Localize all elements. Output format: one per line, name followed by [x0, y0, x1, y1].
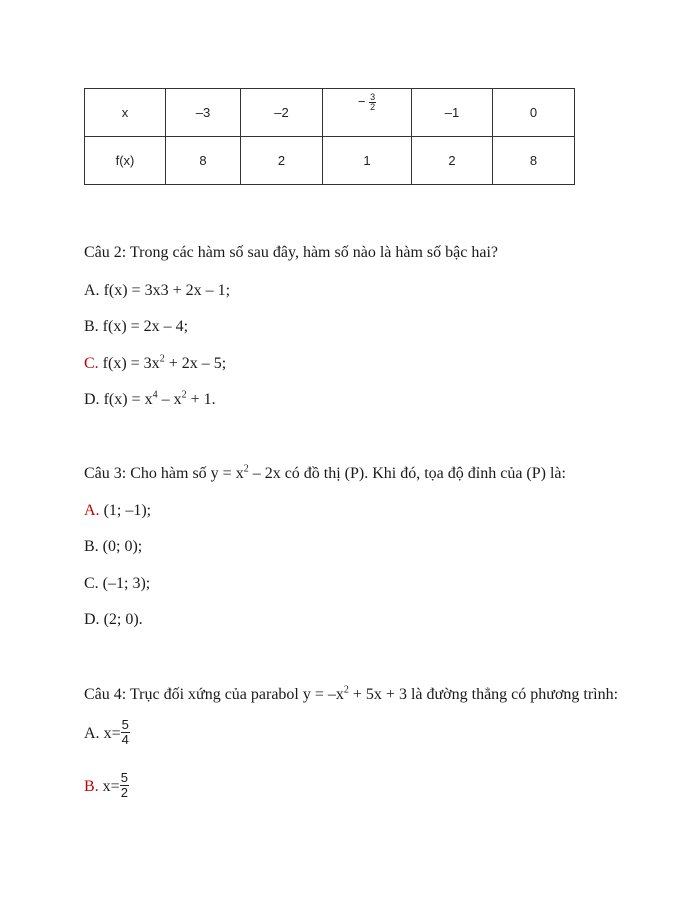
- table-cell: 1: [323, 137, 412, 185]
- table-cell-x-label: x: [85, 89, 166, 137]
- option-letter: B.: [84, 318, 99, 335]
- option-3b: [84, 538, 142, 556]
- minus-sign: −: [357, 93, 366, 109]
- question-text: Câu 4: Trục đối xứng của parabol y = –x: [84, 686, 344, 703]
- option-letter-correct: A.: [84, 502, 100, 519]
- table-cell-fx-label: f(x): [85, 137, 166, 185]
- option-letter: D.: [84, 611, 100, 628]
- option-text: f(x) = x: [99, 391, 153, 408]
- option-letter-correct: B.: [84, 778, 99, 796]
- option-text: (0; 0);: [98, 538, 143, 555]
- option-text: x=: [98, 778, 120, 796]
- option-3d: [84, 611, 143, 629]
- table-row-fx: [85, 137, 575, 185]
- option-letter: C.: [84, 575, 99, 592]
- option-letter: D.: [84, 391, 100, 408]
- table-cell: 2: [241, 137, 323, 185]
- denominator: 2: [370, 102, 376, 112]
- option-text: + 1.: [186, 391, 216, 408]
- option-2d: [84, 391, 216, 409]
- option-text: (–1; 3);: [98, 575, 151, 592]
- table-cell: 0: [493, 89, 575, 137]
- exponent: 2: [159, 353, 165, 365]
- option-letter: A.: [84, 282, 100, 299]
- numerator: 3: [370, 92, 376, 102]
- exponent: 4: [152, 389, 158, 401]
- denominator: 2: [120, 785, 128, 800]
- option-4b: [84, 770, 129, 802]
- exponent: 2: [243, 463, 249, 475]
- fraction: [121, 718, 130, 747]
- table-cell: –1: [412, 89, 493, 137]
- question-text: + 5x + 3 là đường thẳng có phương trình:: [348, 686, 619, 703]
- option-text: f(x) = 3x: [98, 355, 160, 372]
- option-letter: A.: [84, 725, 100, 743]
- option-2a: [84, 282, 230, 300]
- option-3c: [84, 575, 150, 593]
- option-text: f(x) = 3x3 + 2x – 1;: [99, 282, 231, 299]
- denominator: 4: [121, 732, 129, 747]
- option-text: (2; 0).: [99, 611, 143, 628]
- option-letter: B.: [84, 538, 99, 555]
- question-3: [84, 465, 566, 483]
- option-text: + 2x – 5;: [164, 355, 227, 372]
- question-4: [84, 686, 618, 704]
- table-row-x: [85, 89, 575, 137]
- option-text: – x: [157, 391, 182, 408]
- fraction: [369, 93, 376, 112]
- exponent: 2: [181, 389, 187, 401]
- table-cell: 8: [493, 137, 575, 185]
- option-text: (1; –1);: [99, 502, 152, 519]
- question-2: [84, 244, 498, 262]
- negative-fraction: [358, 93, 376, 112]
- option-text: f(x) = 2x – 4;: [98, 318, 189, 335]
- exponent: 2: [343, 684, 349, 696]
- question-text: – 2x có đồ thị (P). Khi đó, tọa độ đỉnh của (P) là:: [248, 465, 566, 482]
- option-text: x=: [99, 725, 121, 743]
- table-cell: 2: [412, 137, 493, 185]
- numerator: 5: [120, 770, 128, 785]
- question-text: Câu 3: Cho hàm số y = x: [84, 465, 244, 482]
- option-2c: [84, 355, 226, 373]
- fraction: [120, 771, 129, 800]
- option-letter-correct: C.: [84, 355, 99, 372]
- numerator: 5: [121, 717, 129, 732]
- question-text: Câu 2: Trong các hàm số sau đây, hàm số nào là hàm số bậc hai?: [84, 244, 498, 261]
- option-2b: [84, 318, 188, 336]
- option-4a: [84, 717, 130, 749]
- option-3a: [84, 502, 151, 520]
- table-cell: –2: [241, 89, 323, 137]
- table-cell: 8: [166, 137, 241, 185]
- table-cell-fraction: [323, 89, 412, 137]
- value-table: [84, 88, 575, 185]
- table-cell: –3: [166, 89, 241, 137]
